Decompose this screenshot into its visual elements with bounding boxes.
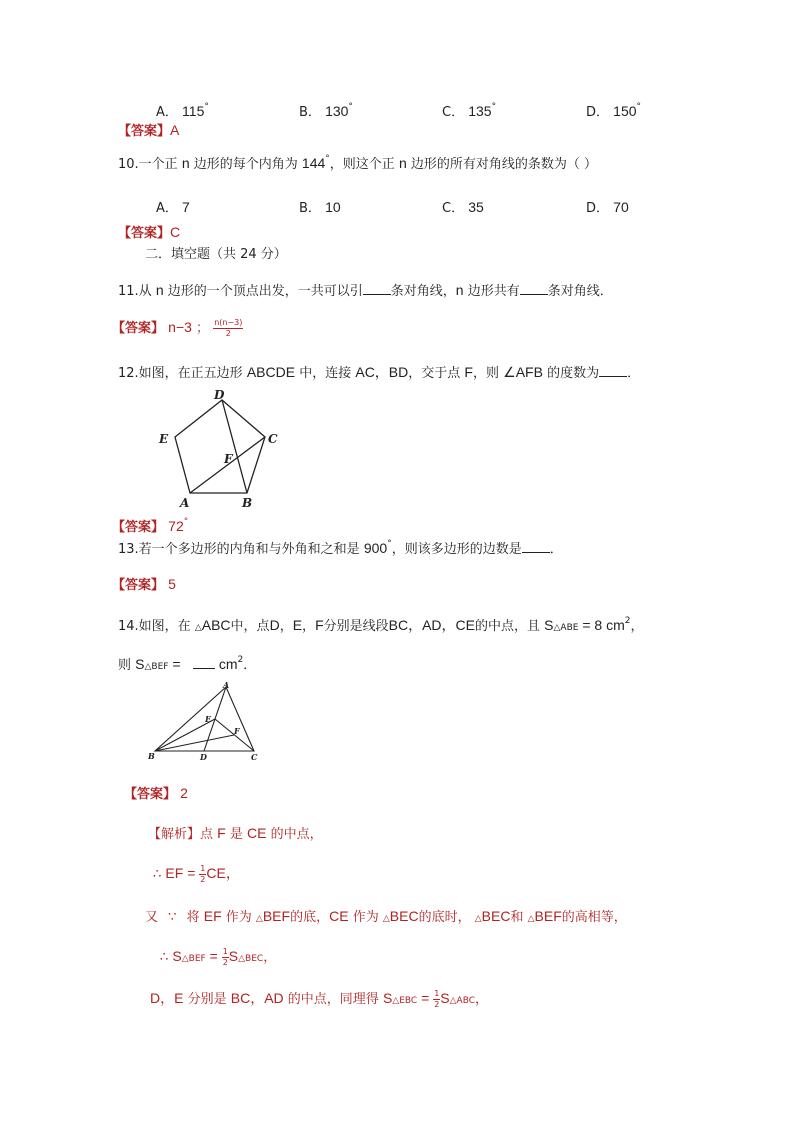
analysis-line2: ∴ EF = $\frac{1}{2}$ CE， — [153, 864, 240, 884]
analysis-line5: D，E 分别是 BC，AD 的中点，同理得 S△EBC = $\frac{1}{2}$ S△ABC， — [150, 989, 489, 1009]
label-a: A — [180, 496, 190, 510]
pentagon-figure — [150, 385, 310, 515]
q10-option-c: C． 35 — [442, 199, 484, 216]
fraction: $\frac{n(n-3)}{2}$ — [214, 318, 243, 338]
q11-answer: 【答案】 n−3 ； $\frac{n(n-3)}{2}$ — [112, 318, 243, 338]
diagonal-bd — [222, 400, 247, 493]
q14-question-line1: 14.如图，在 △ABC中，点D，E，F分别是线段BC，AD，CE的中点，且 S△ABE = 8 $cm^2$， — [118, 616, 644, 634]
label-d: D — [214, 388, 225, 402]
section-title: 二．填空题（共 24 分） — [145, 247, 287, 262]
analysis-line3: 又 ∵ 将 EF 作为 △BEF的底，CE 作为 △BEC的底时， △BEC和 △BEF的高相等， — [145, 908, 627, 925]
q10-option-b: B． 10 — [299, 199, 341, 216]
label-c: C — [251, 752, 258, 762]
q13-question: 13.若一个多边形的内角和与外角和之和是 900°，则该多边形的边数是 ． — [118, 539, 563, 557]
q13-answer: 【答案】 5 — [112, 576, 176, 593]
analysis-line1: 【解析】点 F 是 CE 的中点， — [148, 825, 323, 842]
q11-question: 11.从 n 边形的一个顶点出发，一共可以引 条对角线，n 边形共有 条对角线． — [118, 282, 613, 299]
q12-answer: 【答案】 72° — [112, 517, 189, 535]
label-e: E — [159, 432, 169, 446]
label-b: B — [148, 751, 155, 761]
q14-answer: 【答案】 2 — [124, 785, 188, 802]
label-b: B — [242, 496, 253, 510]
label-a: A — [223, 680, 230, 690]
q10-option-a: A． 7 — [156, 199, 190, 216]
segment-bf — [155, 735, 234, 751]
q9-option-b: B． 130° — [299, 102, 353, 120]
q10-option-d: D． 70 — [586, 199, 629, 216]
label-f: F — [234, 726, 240, 736]
q12-question: 12.如图，在正五边形 ABCDE 中，连接 AC，BD，交于点 F，则 ∠AFB 的度数为 ． — [118, 364, 641, 381]
label-c: C — [268, 432, 278, 446]
label-e: E — [205, 714, 212, 724]
q9-option-c: C． 135° — [442, 102, 497, 120]
q9-answer: 【答案】A — [118, 122, 180, 139]
q9-option-d: D． 150° — [586, 102, 642, 120]
triangle-figure — [148, 680, 268, 765]
analysis-line4: ∴ S△BEF = $\frac{1}{2}$ S△BEC， — [160, 947, 277, 967]
q9-option-a: A． 115° — [156, 102, 209, 120]
q14-question-line2: 则 S△BEF = $cm^2$． — [118, 655, 257, 673]
label-d: D — [200, 752, 207, 762]
q10-answer: 【答案】C — [118, 224, 181, 241]
label-f: F — [224, 452, 233, 466]
q10-question: 10.一个正 n 边形的每个内角为 144°，则这个正 n 边形的所有对角线的条数为（ ） — [118, 154, 598, 172]
